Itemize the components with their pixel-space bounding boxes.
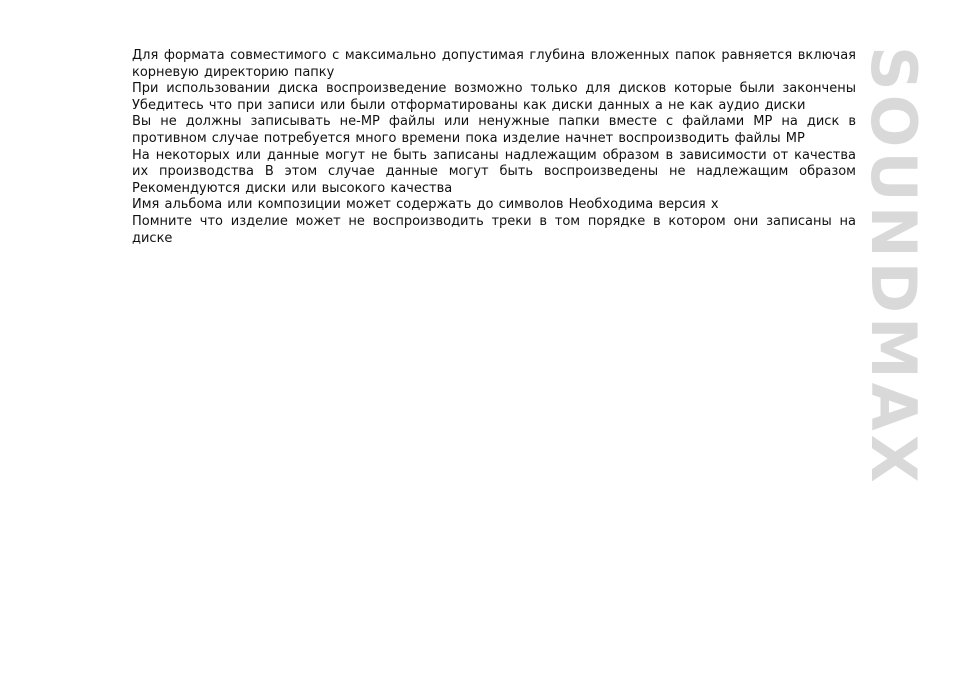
paragraph-album-name-length: Имя альбома или композиции может содержать до символов Необходима версия x bbox=[132, 197, 719, 213]
paragraph-mp3-folder-depth: Для формата совместимого с максимально допустимая глубина вложенных папок равняется включая корневую директорию папку bbox=[132, 48, 856, 80]
paragraph-track-order: Помните что изделие может не воспроизводить треки в том порядке в котором они записаны на диске bbox=[132, 213, 856, 246]
paragraph-finalized-discs: При использовании диска воспроизведение возможно только для дисков которые были закончены Убедитесь что при записи или были отформатированы как диски данных а не как аудио диски bbox=[132, 81, 856, 113]
brand-logo-text: SOUNDMAX bbox=[857, 46, 930, 487]
paragraph-disc-quality: На некоторых или данные могут не быть записаны надлежащим образом в зависимости от качества их производства В этом случае данные могут быть воспроизведены не надлежащим образом Рекомендуются диски или высокого качества bbox=[132, 147, 856, 196]
manual-text-block bbox=[132, 48, 856, 247]
paragraph-non-mp3-files: Вы не должны записывать не-MP файлы или ненужные папки вместе с файлами MP на диск в противном случае потребуется много времени пока изделие начнет воспроизводить файлы MP bbox=[132, 114, 856, 146]
brand-logo bbox=[857, 46, 930, 626]
